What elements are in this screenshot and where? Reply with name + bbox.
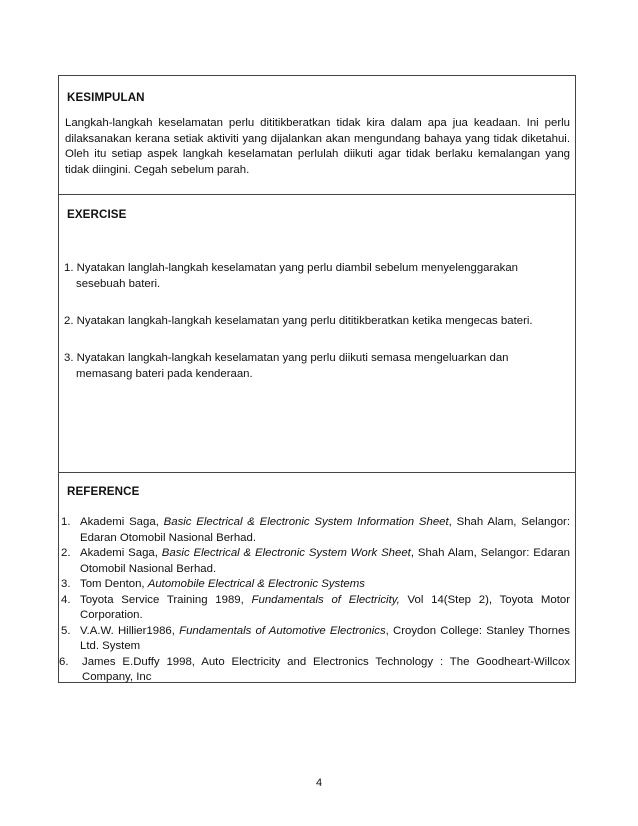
exercise-item-text: Nyatakan langlah-langkah keselamatan yang perlu diambil sebelum menyelenggarakan bbox=[76, 262, 519, 274]
reference-item-3 bbox=[61, 577, 570, 593]
reference-item-6 bbox=[61, 655, 570, 686]
reference-text: Akademi Saga, bbox=[80, 516, 164, 528]
exercise-item-text: Nyatakan langkah-langkah keselamatan yang perlu dititikberatkan ketika mengecas bateri. bbox=[76, 315, 533, 327]
reference-list bbox=[61, 515, 570, 686]
reference-number: 1. bbox=[61, 516, 71, 528]
exercise-item-text-cont: sesebuah bateri. bbox=[76, 277, 161, 290]
reference-number: 4. bbox=[61, 593, 71, 606]
reference-title: Fundamentals of Electricity, bbox=[251, 593, 400, 606]
reference-title: Basic Electrical & Electronic System Work Sheet bbox=[161, 547, 411, 559]
exercise-item-text-cont: memasang bateri pada kenderaan. bbox=[76, 367, 253, 380]
exercise-item-1 bbox=[64, 261, 569, 292]
reference-publisher: , Shah Alam, Selangor: Edaran Otomobil Nasional Berhad. bbox=[80, 516, 571, 544]
page-number: 4 bbox=[315, 777, 323, 789]
reference-item-4 bbox=[61, 593, 570, 624]
exercise-heading: EXERCISE bbox=[67, 208, 127, 221]
exercise-item-number: 3. bbox=[64, 352, 74, 364]
exercise-item-2 bbox=[64, 314, 569, 330]
reference-heading: REFERENCE bbox=[67, 485, 140, 498]
kesimpulan-heading: KESIMPULAN bbox=[67, 91, 145, 104]
reference-text: V.A.W. Hillier1986, bbox=[80, 624, 180, 637]
reference-item-1 bbox=[61, 515, 570, 546]
reference-section bbox=[58, 473, 576, 683]
reference-title: Basic Electrical & Electronic System Information Sheet bbox=[163, 516, 449, 528]
reference-text: Akademi Saga, bbox=[80, 547, 162, 559]
reference-publisher: , Shah Alam, Selangor: Edaran Otomobil Nasional Berhad. bbox=[80, 547, 570, 575]
kesimpulan-section bbox=[58, 75, 576, 195]
exercise-item-text: Nyatakan langkah-langkah keselamatan yang perlu diikuti semasa mengeluarkan dan bbox=[76, 352, 509, 364]
reference-text: Tom Denton, bbox=[80, 578, 148, 590]
reference-number: 6. bbox=[59, 655, 69, 668]
kesimpulan-text: Langkah-langkah keselamatan perlu dititikberatkan tidak kira dalam apa jua keadaan. Ini perlu dilaksanakan kerana setiak aktiviti yang dijalankan akan mengundang bahaya yang tidak diketahui. Oleh itu setiap aspek langkah keselamatan perlulah diikuti agar tidak berlaku kemalangan yang tidak diingini. Cegah sebelum parah. bbox=[65, 117, 570, 176]
exercise-item-number: 2. bbox=[64, 315, 74, 327]
reference-item-5 bbox=[61, 624, 570, 655]
reference-text: James E.Duffy 1998, Auto Electricity and Electronics Technology : The Goodheart-Willcox Company, Inc bbox=[82, 655, 570, 683]
reference-item-2 bbox=[61, 546, 570, 577]
exercise-item-number: 1. bbox=[64, 262, 74, 274]
reference-title: Fundamentals of Automotive Electronics bbox=[179, 624, 386, 637]
reference-title: Automobile Electrical & Electronic Systems bbox=[147, 578, 365, 590]
reference-text: Toyota Service Training 1989, bbox=[80, 593, 252, 606]
exercise-item-3 bbox=[64, 351, 569, 382]
reference-publisher: , Croydon College: Stanley Thornes Ltd. System bbox=[80, 624, 570, 652]
exercise-section bbox=[58, 195, 576, 473]
reference-publisher: Vol 14(Step 2), Toyota Motor Corporation. bbox=[80, 593, 570, 621]
reference-number: 3. bbox=[61, 578, 71, 590]
reference-number: 5. bbox=[61, 624, 71, 637]
reference-number: 2. bbox=[61, 547, 71, 559]
